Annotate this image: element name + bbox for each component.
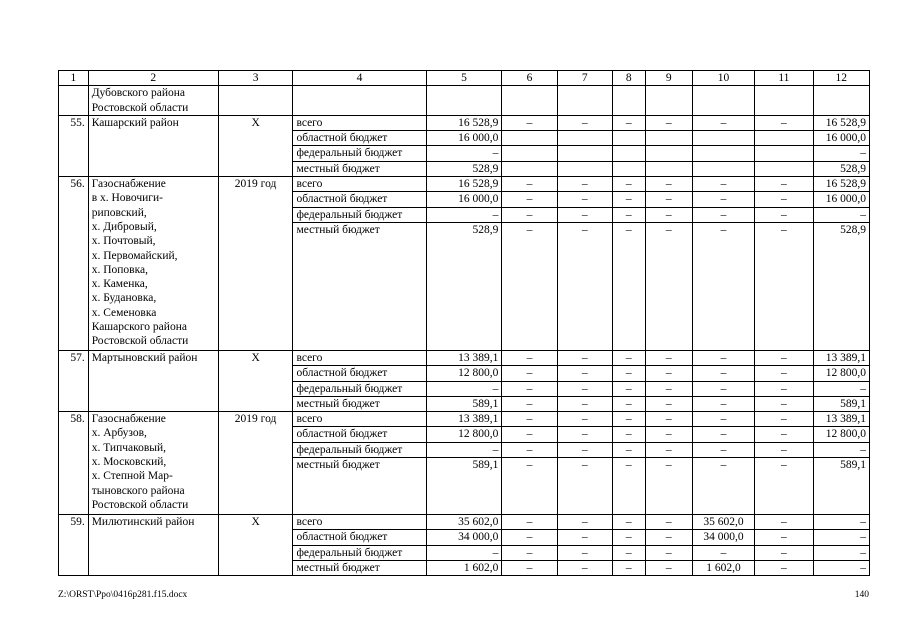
header-cell: 5 [426,71,502,86]
col-5-cell: 16 000,0 [426,192,502,207]
col-6-cell [502,131,557,146]
col-9-cell: – [645,350,692,365]
col-9-cell [645,86,692,116]
col-10-cell: – [692,458,754,515]
row-number-cell: 59. [59,515,89,576]
col-6-cell: – [502,412,557,427]
col-9-cell: – [645,366,692,381]
col-7-cell: – [557,412,612,427]
col-12-cell: – [813,381,869,396]
col-6-cell: – [502,396,557,411]
col-5-cell: 589,1 [426,396,502,411]
col-12-cell: 12 800,0 [813,366,869,381]
row-number-cell: 58. [59,412,89,515]
col-8-cell: – [612,396,645,411]
col-10-cell: – [692,177,754,192]
funding-source-cell: всего [293,350,426,365]
col-6-cell: – [502,458,557,515]
col-7-cell: – [557,545,612,560]
col-6-cell: – [502,115,557,130]
col-10-cell: – [692,192,754,207]
col-7-cell [557,146,612,161]
col-5-cell: 12 800,0 [426,427,502,442]
col-12-cell: – [813,515,869,530]
col-12-cell: – [813,545,869,560]
header-cell: 4 [293,71,426,86]
col-12-cell: 16 528,9 [813,115,869,130]
col-10-cell: – [692,427,754,442]
col-6-cell: – [502,222,557,350]
col-12-cell: 528,9 [813,222,869,350]
col-8-cell: – [612,207,645,222]
funding-source-cell: местный бюджет [293,161,426,176]
col-5-cell: 1 602,0 [426,560,502,575]
row-number-cell: 56. [59,177,89,351]
object-name-cell: Газоснабжение в х. Новочиги- риповский, х. Дибровый, х. Почтовый, х. Первомайский, х. Поповка, х. Каменка, х. Будановка, х. Семеновка Кашарского района Ростовской области [88,177,218,351]
period-cell: Х [218,515,293,576]
col-10-cell: 34 000,0 [692,530,754,545]
col-7-cell: – [557,515,612,530]
col-9-cell: – [645,222,692,350]
col-8-cell: – [612,115,645,130]
col-11-cell: – [755,222,813,350]
col-7-cell: – [557,442,612,457]
header-cell: 11 [755,71,813,86]
object-name-cell: Кашарский район [88,115,218,176]
col-5-cell: – [426,442,502,457]
col-7-cell: – [557,115,612,130]
col-11-cell [755,86,813,116]
header-cell: 6 [502,71,557,86]
budget-table [58,70,870,576]
col-8-cell: – [612,442,645,457]
col-5-cell: – [426,545,502,560]
col-11-cell: – [755,427,813,442]
col-5-cell: 528,9 [426,161,502,176]
header-cell: 2 [88,71,218,86]
col-6-cell [502,161,557,176]
col-11-cell: – [755,177,813,192]
col-11-cell: – [755,366,813,381]
col-7-cell: – [557,458,612,515]
row-number-cell [59,86,89,116]
funding-source-cell: федеральный бюджет [293,545,426,560]
col-10-cell: 35 602,0 [692,515,754,530]
funding-source-cell: местный бюджет [293,396,426,411]
col-9-cell: – [645,381,692,396]
object-name-cell: Дубовского района Ростовской области [88,86,218,116]
footer-page-number: 140 [854,590,869,600]
col-12-cell: 16 000,0 [813,131,869,146]
col-5-cell: 16 528,9 [426,177,502,192]
col-7-cell: – [557,366,612,381]
funding-source-cell: федеральный бюджет [293,381,426,396]
col-5-cell: – [426,146,502,161]
col-12-cell: 12 800,0 [813,427,869,442]
col-8-cell: – [612,545,645,560]
funding-source-cell: федеральный бюджет [293,207,426,222]
col-11-cell: – [755,350,813,365]
col-10-cell: – [692,442,754,457]
header-cell: 7 [557,71,612,86]
col-6-cell: – [502,442,557,457]
funding-source-cell: всего [293,115,426,130]
col-9-cell [645,146,692,161]
col-8-cell: – [612,222,645,350]
period-cell: Х [218,350,293,411]
funding-source-cell: местный бюджет [293,222,426,350]
col-5-cell: 528,9 [426,222,502,350]
col-11-cell: – [755,381,813,396]
col-7-cell: – [557,427,612,442]
col-7-cell [557,161,612,176]
col-12-cell: 13 389,1 [813,412,869,427]
col-7-cell: – [557,192,612,207]
col-5-cell: 12 800,0 [426,366,502,381]
col-9-cell: – [645,412,692,427]
table-row [59,412,870,427]
object-name-cell: Милютинский район [88,515,218,576]
funding-source-cell [293,86,426,116]
col-9-cell: – [645,530,692,545]
col-11-cell [755,146,813,161]
col-10-cell: – [692,381,754,396]
col-8-cell: – [612,177,645,192]
col-6-cell: – [502,350,557,365]
col-11-cell [755,131,813,146]
table-row [59,177,870,192]
col-8-cell: – [612,366,645,381]
col-11-cell: – [755,560,813,575]
funding-source-cell: областной бюджет [293,366,426,381]
col-8-cell: – [612,192,645,207]
funding-source-cell: федеральный бюджет [293,146,426,161]
period-cell: Х [218,115,293,176]
col-9-cell: – [645,192,692,207]
col-11-cell: – [755,396,813,411]
col-10-cell: – [692,207,754,222]
col-12-cell: – [813,146,869,161]
col-9-cell [645,161,692,176]
header-cell: 9 [645,71,692,86]
col-5-cell: 35 602,0 [426,515,502,530]
funding-source-cell: всего [293,177,426,192]
col-10-cell: – [692,545,754,560]
table-row [59,86,870,116]
col-11-cell: – [755,207,813,222]
funding-source-cell: областной бюджет [293,530,426,545]
col-5-cell: 13 389,1 [426,350,502,365]
col-9-cell: – [645,115,692,130]
period-cell: 2019 год [218,177,293,351]
col-8-cell [612,161,645,176]
col-7-cell: – [557,222,612,350]
col-6-cell: – [502,381,557,396]
col-6-cell: – [502,530,557,545]
col-9-cell [645,131,692,146]
col-12-cell: – [813,207,869,222]
funding-source-cell: федеральный бюджет [293,442,426,457]
col-5-cell: – [426,207,502,222]
funding-source-cell: областной бюджет [293,427,426,442]
row-number-cell: 55. [59,115,89,176]
col-9-cell: – [645,545,692,560]
col-5-cell: 589,1 [426,458,502,515]
col-7-cell: – [557,396,612,411]
col-6-cell: – [502,192,557,207]
col-5-cell: 16 528,9 [426,115,502,130]
col-11-cell: – [755,442,813,457]
col-9-cell: – [645,442,692,457]
col-12-cell: 589,1 [813,458,869,515]
col-8-cell: – [612,530,645,545]
col-11-cell: – [755,458,813,515]
col-10-cell [692,131,754,146]
col-12-cell: 589,1 [813,396,869,411]
col-6-cell: – [502,177,557,192]
funding-source-cell: всего [293,412,426,427]
col-12-cell [813,86,869,116]
col-6-cell: – [502,560,557,575]
col-8-cell: – [612,458,645,515]
col-10-cell: – [692,350,754,365]
period-cell [218,86,293,116]
col-8-cell: – [612,515,645,530]
col-5-cell: 13 389,1 [426,412,502,427]
col-7-cell [557,86,612,116]
col-11-cell: – [755,515,813,530]
col-8-cell: – [612,412,645,427]
col-10-cell: – [692,222,754,350]
funding-source-cell: областной бюджет [293,192,426,207]
col-7-cell [557,131,612,146]
col-6-cell: – [502,427,557,442]
col-5-cell: – [426,381,502,396]
col-9-cell: – [645,396,692,411]
col-5-cell [426,86,502,116]
col-9-cell: – [645,427,692,442]
col-6-cell [502,86,557,116]
col-8-cell: – [612,427,645,442]
col-10-cell: – [692,366,754,381]
col-8-cell: – [612,560,645,575]
col-9-cell: – [645,207,692,222]
col-10-cell: – [692,412,754,427]
col-8-cell [612,86,645,116]
col-10-cell [692,161,754,176]
col-11-cell: – [755,412,813,427]
header-cell: 3 [218,71,293,86]
col-7-cell: – [557,381,612,396]
col-10-cell: 1 602,0 [692,560,754,575]
object-name-cell: Газоснабжение х. Арбузов, х. Типчаковый, х. Московский, х. Степной Мар- тыновского района Ростовской области [88,412,218,515]
col-12-cell: 13 389,1 [813,350,869,365]
col-6-cell [502,146,557,161]
col-8-cell [612,131,645,146]
col-9-cell: – [645,177,692,192]
col-7-cell: – [557,177,612,192]
col-11-cell: – [755,192,813,207]
col-11-cell: – [755,530,813,545]
col-9-cell: – [645,560,692,575]
col-6-cell: – [502,515,557,530]
col-5-cell: 34 000,0 [426,530,502,545]
col-10-cell: – [692,115,754,130]
header-cell: 8 [612,71,645,86]
col-8-cell: – [612,381,645,396]
header-cell: 10 [692,71,754,86]
object-name-cell: Мартыновский район [88,350,218,411]
col-12-cell: – [813,530,869,545]
table-row [59,115,870,130]
col-12-cell: – [813,442,869,457]
col-10-cell [692,86,754,116]
col-12-cell: 16 000,0 [813,192,869,207]
col-12-cell: 16 528,9 [813,177,869,192]
col-7-cell: – [557,207,612,222]
funding-source-cell: местный бюджет [293,458,426,515]
header-cell: 12 [813,71,869,86]
funding-source-cell: местный бюджет [293,560,426,575]
col-7-cell: – [557,560,612,575]
col-7-cell: – [557,350,612,365]
col-8-cell: – [612,350,645,365]
col-11-cell: – [755,115,813,130]
col-12-cell: – [813,560,869,575]
footer-file-path: Z:\ORST\Ppo\0416p281.f15.docx [58,590,188,600]
period-cell: 2019 год [218,412,293,515]
col-11-cell [755,161,813,176]
header-row [59,71,870,86]
col-12-cell: 528,9 [813,161,869,176]
table-row [59,350,870,365]
row-number-cell: 57. [59,350,89,411]
funding-source-cell: всего [293,515,426,530]
col-6-cell: – [502,545,557,560]
header-cell: 1 [59,71,89,86]
col-7-cell: – [557,530,612,545]
col-6-cell: – [502,207,557,222]
col-10-cell: – [692,396,754,411]
col-5-cell: 16 000,0 [426,131,502,146]
table-row [59,515,870,530]
col-9-cell: – [645,458,692,515]
col-9-cell: – [645,515,692,530]
funding-source-cell: областной бюджет [293,131,426,146]
col-6-cell: – [502,366,557,381]
col-11-cell: – [755,545,813,560]
col-10-cell [692,146,754,161]
col-8-cell [612,146,645,161]
